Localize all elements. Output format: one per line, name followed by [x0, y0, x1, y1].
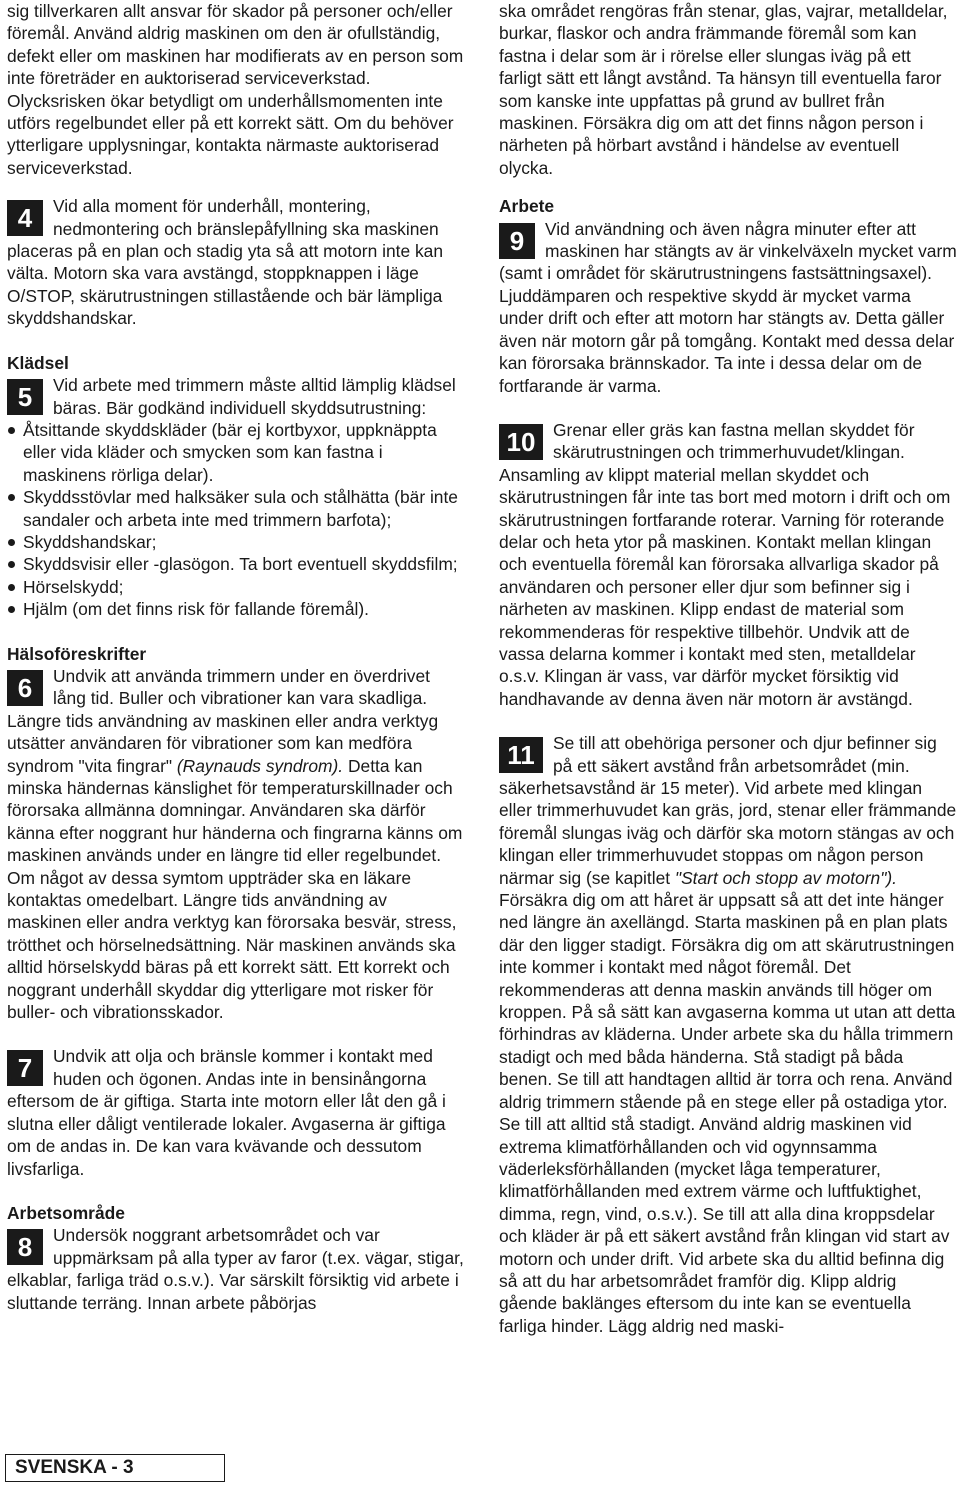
page-footer-label: SVENSKA - 3: [5, 1454, 225, 1482]
paragraph-intro: sig tillverkaren allt ansvar för skador på personer och/eller föremål. Använd aldrig maskinen om den är ofullständig, defekt eller om maskinen har modifierats av en person som inte företräder en auktoriserad serviceverkstad. Olycksrisken ökar betydligt om underhållsmomenten inte utförs regelbundet eller på ett korrekt sätt. Om du behöver ytterligare upplysningar, kontakta närmaste auktoriserad serviceverkstad.: [7, 1, 464, 178]
paragraph-continued: ska området rengöras från stenar, glas, vajrar, metalldelar, burkar, flaskor och andra främmande föremål som kan fastna i delar som är i rörelse eller slungas iväg på ett farligt sätt ett långt avstånd. Ta hänsyn till eventuella faror som kanske inte uppfattas på grund av bullret från maskinen. Försäkra dig om att det finns någon person i närheten på hörbart avstånd i händelse av eventuell olycka.: [499, 1, 948, 178]
section-8: [7, 1224, 465, 1314]
section-4-text: Vid alla moment för underhåll, montering, nedmontering och bränslepåfyllning ska maskinen placeras på en plan och stadig yta så att motorn inte kan välta. Motorn ska vara avstängd, stoppknappen i läge O/STOP, skärutrustningen stillastående och bär lämpliga skyddshandskar.: [7, 196, 443, 329]
section-5-text: Vid arbete med trimmern måste alltid lämplig klädsel bäras. Bär godkänd individuell skyddsutrustning:: [53, 375, 456, 418]
section-number-badge: 11: [499, 737, 543, 773]
list-item: Skyddsstövlar med halksäker sula och stålhätta (bär inte sandaler och arbeta inte med trimmern barfota);: [7, 486, 465, 531]
section-number-badge: 9: [499, 223, 535, 259]
section-11-text-a: Se till att obehöriga personer och djur befinner sig på ett säkert avstånd från arbetsområdet (min. säkerhetsavstånd är 15 meter). Vid arbete med klingan eller trimmerhuvudet kan gräs, jord, stenar eller främmande föremål slungas iväg och därför ska motorn stängas av och klingan eller trimmerhuvudet stoppas om någon person närmar sig (se kapitlet: [499, 733, 957, 888]
section-5: [7, 374, 465, 419]
section-10-text: Grenar eller gräs kan fastna mellan skyddet för skärutrustningen och trimmerhuvudet/klingan. Ansamling av klippt material mellan skyddet och skärutrustningen får inte tas bort med motorn i drift och om skärutrustningen fortfarande roterar. Varning för roterande delar och heta ytor på maskinen. Kontakt mellan klingan och eventuella föremål kan förorsaka allvarliga skador på användaren och personer eller djur som befinner sig i närheten av maskinen. Klipp endast de material som rekommenderas för respektive tillbehör. Undvik att de vassa delarna kommer i kontakt med sten, metalldelar o.s.v. Klingan är vass, var därför mycket försiktig vid handhavande av denna även när motorn är avstängd.: [499, 419, 951, 709]
list-item: Hörselskydd;: [7, 576, 465, 598]
section-11-italic: "Start och stopp av motorn").: [674, 867, 898, 888]
section-9-text: Vid användning och även några minuter efter att maskinen har stängts av är vinkelväxeln mycket varm (samt i området för skärutrustningens fastsättningsaxel). Ljuddämparen och respektive skydd är mycket varma under drift och efter att motorn har stängts av. Detta gäller även när motorn går på tomgång. Kontakt med dessa delar kan förorsaka brännskador. Ta inte i dessa delar om de fortfarande är varma.: [499, 218, 957, 396]
section-number-badge: 10: [499, 424, 543, 460]
section-number-badge: 8: [7, 1229, 43, 1265]
left-column: [7, 0, 465, 1314]
section-7: [7, 1045, 465, 1179]
section-number-badge: 4: [7, 200, 43, 236]
heading-arbetsomrade: Arbetsområde: [7, 1202, 125, 1223]
section-number-badge: 7: [7, 1050, 43, 1086]
heading-arbete: Arbete: [499, 196, 555, 217]
list-item: Hjälm (om det finns risk för fallande föremål).: [7, 598, 465, 620]
section-9: [499, 218, 957, 397]
section-6-italic: (Raynauds syndrom).: [176, 755, 344, 776]
section-8-text: Undersök noggrant arbetsområdet och var uppmärksam på alla typer av faror (t.ex. vägar, stigar, elkablar, farliga träd o.s.v.). Var särskilt försiktig vid arbete i sluttande terräng. Innan arbete påbörjas: [7, 1225, 464, 1313]
section-6-text-b: Detta kan minska händernas känslighet för temperaturskillnader och förorsaka allmänna domningar. Användaren ska därför känna efter noggrant hur händerna och fingrarna känns om maskinen används under en längre tid eller regelbundet. Om något av dessa symtom uppträder ska en läkare kontaktas omedelbart. Längre tids användning av maskinen eller andra verktyg kan förorsaka besvär, stress, trötthet och hörselnedsättning. När maskinen används ska alltid hörselskydd bäras på ett korrekt sätt. Ett korrekt och noggrant underhåll skyddar dig ytterligare mot risker för buller- och vibrationsskador.: [7, 755, 463, 1023]
heading-kladsel: Klädsel: [7, 352, 69, 373]
protective-equipment-list: [7, 419, 465, 621]
section-number-badge: 6: [7, 670, 43, 706]
heading-halsoforeskrifter: Hälsoföreskrifter: [7, 643, 147, 664]
section-number-badge: 5: [7, 379, 43, 415]
section-6: [7, 665, 465, 1024]
section-11: [499, 732, 957, 1337]
section-10: [499, 419, 957, 710]
section-11-text-b: Försäkra dig om att håret är uppsatt så att det inte hänger ned längre än axellängd. Starta maskinen på en plan plats där den ligger stadigt. Försäkra dig om att skärutrustningen inte kommer i kontakt med något föremål. Det rekommenderas att denna maskin används till höger om kroppen. På så sätt kan avgaserna komma ut utan att detta förhindras av kläderna. Under arbete ska du hålla trimmern stadigt och med båda händerna. Stå stadigt på båda benen. Se till att handtagen alltid är torra och rena. Använd aldrig trimmern stående på en stege eller på ostadiga ytor. Se till att alltid stå stadigt. Använd aldrig maskinen vid extrema klimatförhållanden och vid ogynnsamma väderleksförhållanden (mycket låga temperaturer, klimatförhållanden med extrem värme och luftfuktighet, dimma, regn, vind, o.s.v.). Se till att alla dina kroppsdelar och kläder är på ett säkert avstånd från klingan vid start av motorn och under drift. Vid arbete ska du alltid befinna dig så att du har arbetsområdet framför dig. Klipp aldrig gående baklänges eftersom du inte kan se eventuella farliga hinder. Lägg aldrig ned maski-: [499, 890, 956, 1336]
section-4: [7, 195, 465, 329]
section-7-text: Undvik att olja och bränsle kommer i kontakt med huden och ögonen. Andas inte in bensinångorna eftersom de är giftiga. Starta inte motorn eller låt den gå i slutna eller dåligt ventilerade lokaler. Avgaserna är giftiga om de andas in. De kan vara kvävande och dessutom livsfarliga.: [7, 1046, 446, 1179]
right-column: [499, 0, 957, 1337]
list-item: Åtsittande skyddskläder (bär ej kortbyxor, uppknäppta eller vida kläder och smycken som kan fastna i maskinens rörliga delar).: [7, 419, 465, 486]
list-item: Skyddsvisir eller -glasögon. Ta bort eventuell skyddsfilm;: [7, 553, 465, 575]
section-6-text-a: Undvik att använda trimmern under en överdrivet lång tid. Buller och vibrationer kan vara skadliga. Längre tids användning av maskinen eller andra verktyg utsätter användaren för vibrationer som kan medföra syndrom "vita fingrar": [7, 665, 439, 776]
list-item: Skyddshandskar;: [7, 531, 465, 553]
